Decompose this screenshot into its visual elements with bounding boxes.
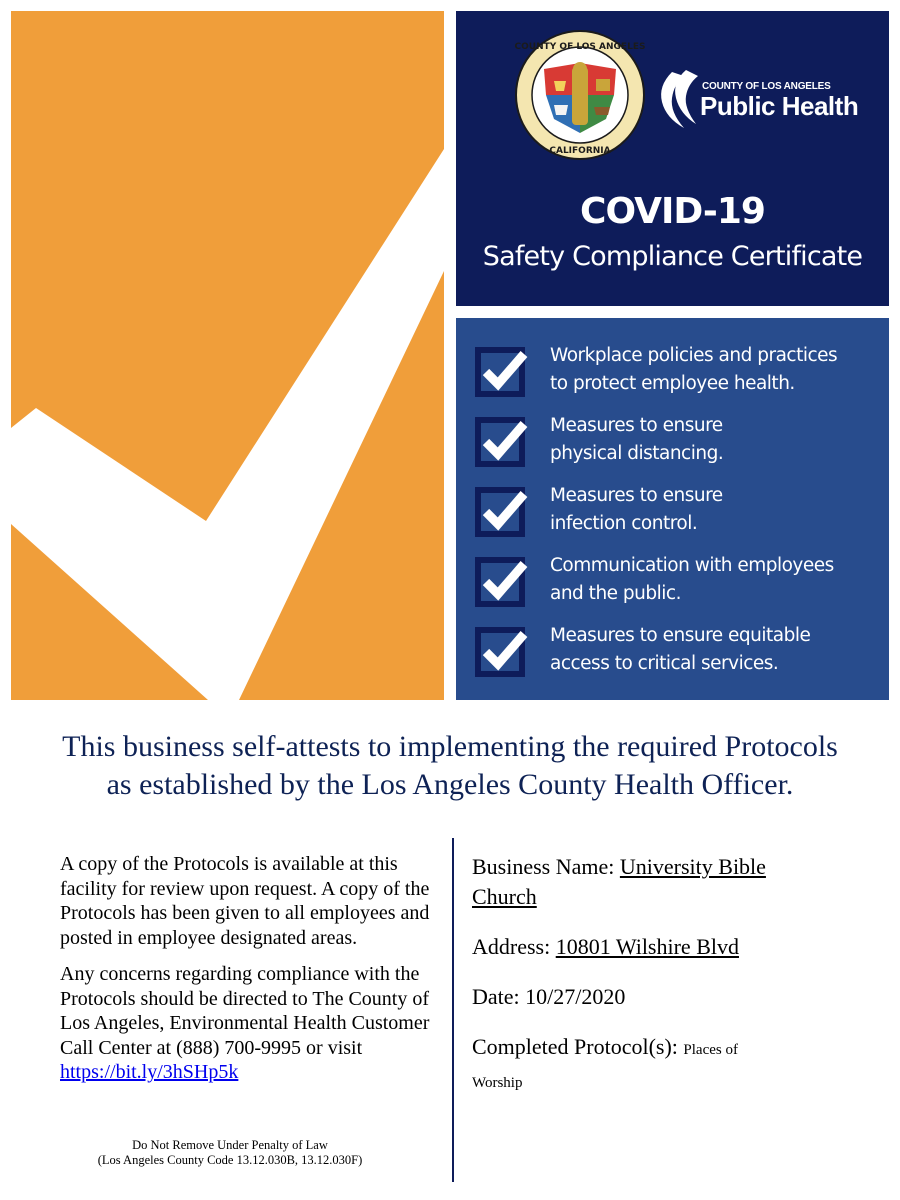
column-divider — [452, 838, 454, 1182]
business-name-value-line2: Church — [472, 884, 537, 909]
checkbox-checked-icon — [474, 342, 534, 402]
protocol-label: Completed Protocol(s): — [472, 1034, 678, 1059]
business-name-field — [472, 852, 882, 912]
concerns-paragraph — [60, 962, 440, 1085]
checklist-item — [474, 552, 879, 612]
legal-notice — [60, 1138, 400, 1168]
checkbox-checked-icon — [474, 412, 534, 472]
county-seal-icon — [514, 29, 646, 161]
protocol-field — [472, 1032, 882, 1098]
checklist-item-line2: access to critical services. — [550, 653, 779, 674]
checkbox-checked-icon — [474, 482, 534, 542]
checkbox-checked-icon — [474, 622, 534, 682]
checklist-item-line2: to protect employee health. — [550, 373, 795, 394]
large-checkmark-icon — [11, 11, 444, 700]
checklist-item-line2: infection control. — [550, 513, 698, 534]
checklist-item-line2: physical distancing. — [550, 443, 724, 464]
protocol-value-line1: Places of — [683, 1042, 738, 1058]
availability-paragraph: A copy of the Protocols is available at this facility for review upon request. A copy of the Protocols has been given to all employees and posted in employee designated areas. — [60, 853, 430, 949]
attestation-line2: as established by the Los Angeles County Health Officer. — [106, 768, 794, 801]
checklist-item-line1: Measures to ensure — [550, 415, 723, 436]
certificate-title: COVID-19 — [580, 191, 765, 232]
checkbox-checked-icon — [474, 552, 534, 612]
svg-text:CALIFORNIA: CALIFORNIA — [549, 146, 611, 156]
checklist-item-line1: Workplace policies and practices — [550, 345, 838, 366]
business-name-label: Business Name: — [472, 854, 615, 879]
svg-text:COUNTY OF LOS ANGELES: COUNTY OF LOS ANGELES — [514, 42, 646, 52]
date-label: Date: — [472, 984, 520, 1009]
attestation-line1: This business self-attests to implementing the required Protocols — [62, 730, 838, 763]
checklist-item — [474, 342, 879, 402]
checklist-item-line1: Measures to ensure equitable — [550, 625, 811, 646]
info-link[interactable]: https://bit.ly/3hSHp5k — [60, 1061, 239, 1083]
orange-checkmark-panel — [11, 11, 444, 700]
protocol-value-line2: Worship — [472, 1075, 523, 1091]
attestation-statement — [0, 728, 900, 804]
checklist-item — [474, 622, 879, 682]
concerns-text: Any concerns regarding compliance with the Protocols should be directed to The County of Los Angeles, Environmental Health Customer Call Center at (888) 700-9995 or visit — [60, 963, 430, 1059]
date-value: 10/27/2020 — [525, 984, 626, 1009]
certificate-header — [456, 11, 889, 306]
checklist-item-line1: Communication with employees — [550, 555, 834, 576]
department-small-label: COUNTY OF LOS ANGELES — [702, 81, 831, 92]
protocol-info — [60, 852, 440, 1097]
checklist-panel — [456, 318, 889, 700]
legal-line1: Do Not Remove Under Penalty of Law — [132, 1138, 328, 1152]
department-name: Public Health — [700, 91, 859, 121]
checklist-item — [474, 482, 879, 542]
date-field — [472, 982, 882, 1012]
checklist-item — [474, 412, 879, 472]
checklist-item-line2: and the public. — [550, 583, 681, 604]
legal-line2: (Los Angeles County Code 13.12.030B, 13.12.030F) — [97, 1153, 363, 1167]
business-name-value-line1: University Bible — [619, 854, 766, 879]
certificate-subtitle: Safety Compliance Certificate — [482, 241, 863, 272]
address-value: 10801 Wilshire Blvd — [555, 934, 739, 959]
checklist-item-line1: Measures to ensure — [550, 485, 723, 506]
address-field — [472, 932, 882, 962]
address-label: Address: — [472, 934, 551, 959]
